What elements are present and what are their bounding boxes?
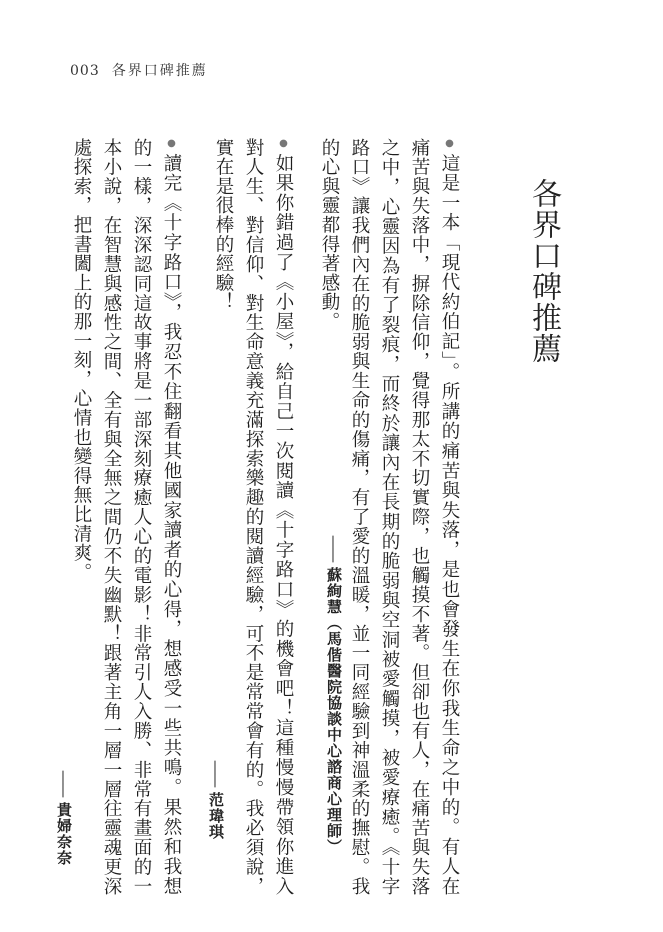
signature-dash: —— <box>207 760 225 786</box>
signature-name: 蘇絢慧（馬偕醫院協談中心諮商心理師） <box>325 567 343 855</box>
signature-dash: —— <box>325 535 343 561</box>
testimonial-text: 讀完《十字路口》，我忍不住翻看其他國家讀者的心得，想感受一些共鳴。果然和我想的一樣，深深認同這故事將是一部深刻療癒人心的電影！非常引人入勝、非常有畫面的一本小說，在智慧與感性之間、全有與全無之間仍不失幽默！跟著主角一層一層往靈魂更深處探索，把書闔上的那一刻，心情也變得無比清爽。 <box>71 138 182 896</box>
signature-name: 貴婦奈奈 <box>55 802 73 866</box>
testimonial-text: 這是一本「現代約伯記」。所講的痛苦與失落，是也會發生在你我生命之中的。有人在痛苦與失落中，摒除信仰，覺得那太不切實際，也觸摸不著。但卻也有人，在痛苦與失落之中，心靈因為有了裂痕，而終於讓內在長期的脆弱與空洞被愛觸摸，被愛療癒。《十字路口》讓我們內在的脆弱與生命的傷痛，有了愛的溫暖，並一同經驗到神溫柔的撫慰。我的心與靈都得著感動。 <box>319 138 460 896</box>
testimonial-signature <box>326 535 341 855</box>
testimonial-signature <box>56 770 71 866</box>
running-head <box>70 60 208 80</box>
bullet-icon: ● <box>444 138 455 149</box>
bullet-icon: ● <box>166 138 177 149</box>
signature-name: 范瑋琪 <box>207 792 225 840</box>
page-number: 003 <box>70 63 100 79</box>
signature-dash: —— <box>55 770 73 796</box>
page-title: 各界口碑推薦 <box>526 178 561 364</box>
testimonial-signature <box>208 760 223 840</box>
bullet-icon: ● <box>278 138 289 149</box>
testimonial-entry <box>319 138 464 896</box>
testimonial-text: 如果你錯過了《小屋》，給自己一次閱讀《十字路口》的機會吧！這種慢慢帶領你進入對人生、對信仰、對生命意義充滿探索樂趣的閱讀經驗，可不是常常會有的。我必須說，實在是很棒的經驗！ <box>213 138 294 896</box>
running-head-section: 各界口碑推薦 <box>111 63 208 79</box>
